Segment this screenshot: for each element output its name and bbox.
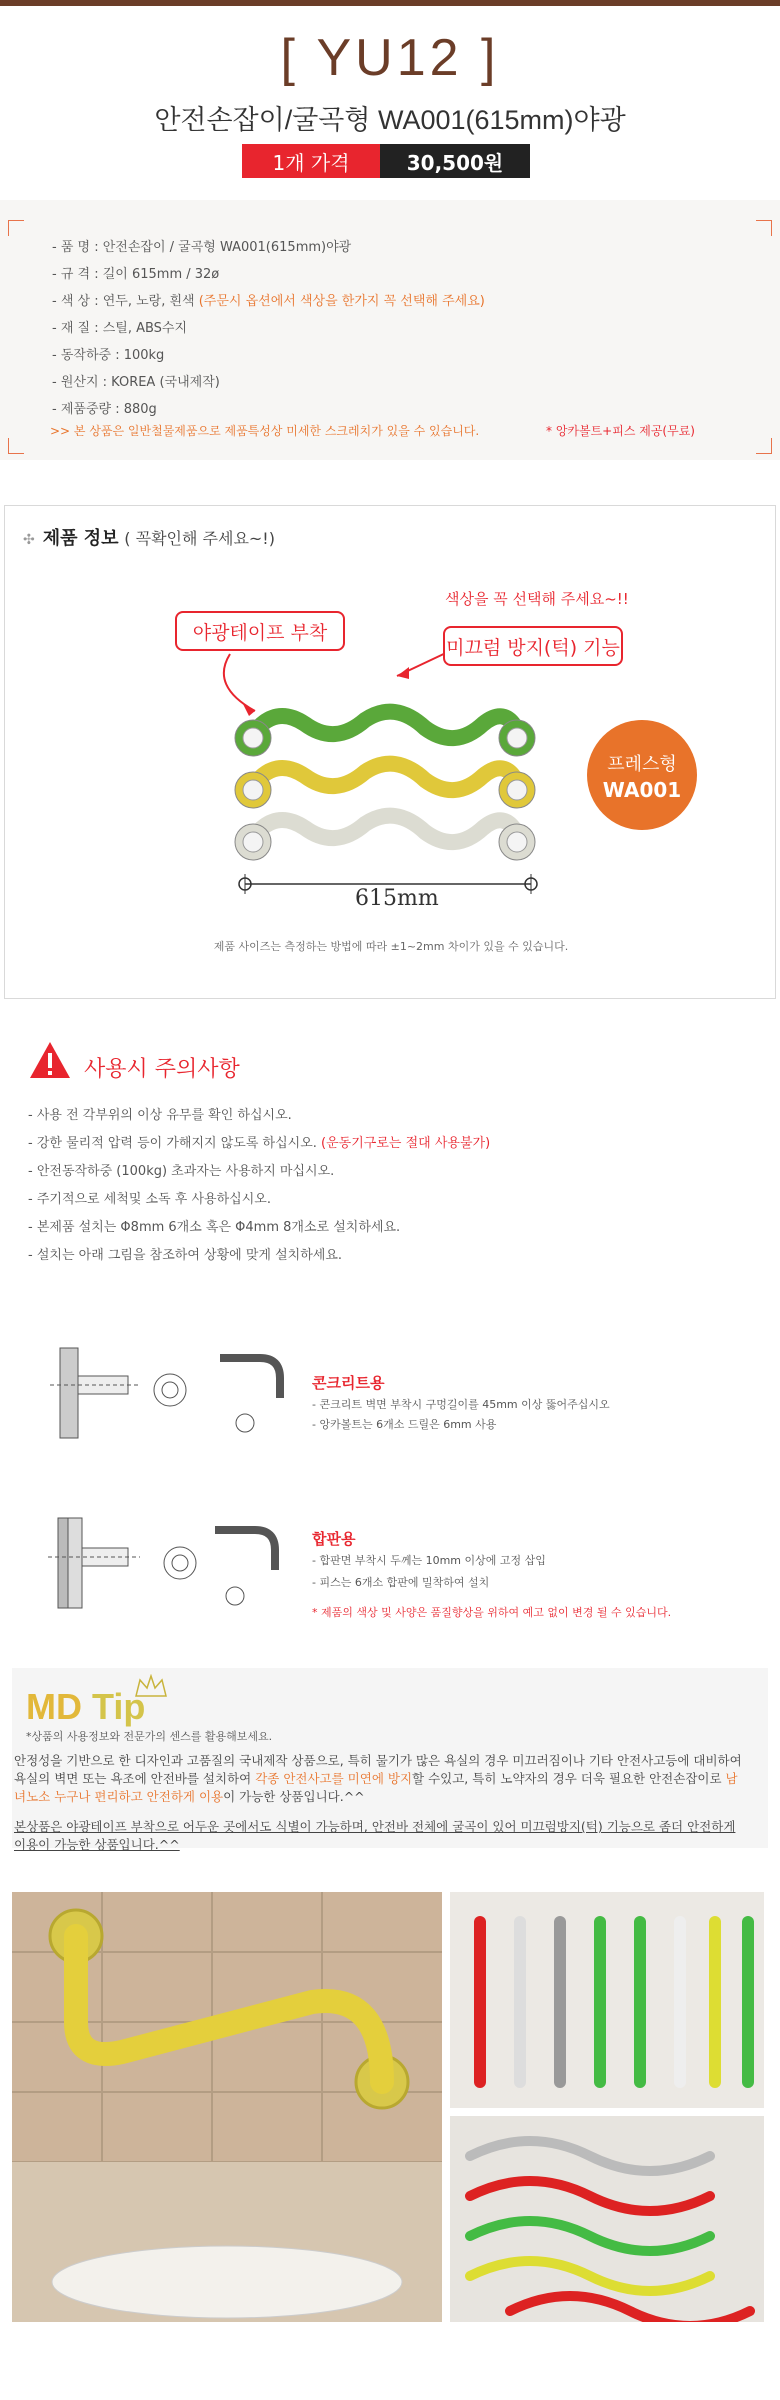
move-cross-icon: ✣ — [23, 532, 35, 548]
caution-item: - 강한 물리적 압력 등이 가해지지 않도록 하십시오. (운동기구로는 절대 사용불가) — [28, 1136, 491, 1151]
grab-bar — [253, 816, 517, 842]
plywood-title: 합판용 — [312, 1530, 356, 1548]
concrete-install-diagram — [40, 1338, 300, 1448]
color-callout: 색상을 꼭 선택해 주세요~!! — [445, 590, 629, 608]
model-code: [ YU12 ] — [280, 29, 500, 87]
size-note: 제품 사이즈는 측정하는 방법에 따라 ±1~2mm 차이가 있을 수 있습니다. — [213, 940, 569, 953]
spec-item: - 색 상 : 연두, 노랑, 흰색 (주문시 옵션에서 색상을 한가지 꼭 선택해 주세요) — [52, 294, 485, 309]
corner-bracket — [8, 438, 24, 454]
product-info-heading: ✣ 제품 정보 ( 꼭확인해 주세요~!) — [23, 528, 275, 549]
md-tip-paragraph: 안정성을 기반으로 한 디자인과 고품질의 국내제작 상품으로, 특히 물기가 많은 욕실의 경우 미끄러짐이나 기타 안전사고등에 대비하여 욕실의 벽면 또는 욕조에 안전바를 설치하여 각종 안전사고를 미연에 방지할 수있고, 특히 노약자의 경우 더욱 필요한 안전손잡이로 남녀노소 누구나 편리하고 안전하게 이용이 가능한 상품입니다.^^ — [14, 1753, 742, 1804]
product-info-box — [4, 505, 776, 999]
bar-flange-inner — [507, 780, 527, 800]
grab-bar — [253, 764, 517, 790]
bar-flange-inner — [243, 832, 263, 852]
spec-note-anchor-bolt: * 앙카볼트+피스 제공(무료) — [546, 424, 695, 438]
tip-highlight: 남녀노소 누구나 편리하고 안전하게 이용 — [14, 1771, 738, 1804]
concrete-line: - 콘크리트 벽면 부착시 구멍길이를 45mm 이상 뚫어주십시오 — [312, 1398, 610, 1411]
md-tip-logo: MD Tip — [26, 1686, 146, 1727]
caution-item: - 사용 전 각부위의 이상 유무를 확인 하십시오. — [28, 1108, 292, 1123]
caution-highlight: (운동기구로는 절대 사용불가) — [321, 1136, 491, 1151]
caution-list — [28, 1102, 490, 1270]
md-tip-subtitle: *상품의 사용정보와 전문가의 센스를 활용해보세요. — [26, 1730, 273, 1743]
corner-bracket — [756, 220, 772, 236]
grab-bars — [235, 712, 535, 860]
spec-highlight: (주문시 옵션에서 색상을 한가지 꼭 선택해 주세요) — [198, 294, 485, 309]
spec-item: - 재 질 : 스틸, ABS수지 — [52, 321, 188, 336]
plywood-line: - 피스는 6개소 합판에 밀착하여 설치 — [312, 1576, 490, 1589]
grab-bar — [253, 712, 517, 738]
plywood-install-diagram — [40, 1508, 300, 1618]
crown-icon — [134, 1674, 168, 1700]
plywood-line: - 합판면 부착시 두께는 10mm 이상에 고정 삽입 — [312, 1554, 546, 1567]
spec-item: - 품 명 : 안전손잡이 / 굴곡형 WA001(615mm)야광 — [52, 240, 352, 255]
top-accent-bar — [0, 0, 780, 6]
caution-item: - 설치는 아래 그림을 참조하여 상황에 맞게 설치하세요. — [28, 1248, 343, 1263]
price-badge — [242, 144, 530, 178]
spec-item: - 원산지 : KOREA (국내제작) — [52, 375, 220, 390]
wave-bars-photo — [450, 2116, 764, 2322]
bar-flange-inner — [243, 728, 263, 748]
glow-tape-label: 야광테이프 부착 — [175, 611, 345, 651]
caution-item: - 주기적으로 세척및 소독 후 사용하십시오. — [28, 1192, 271, 1207]
caution-title: 사용시 주의사항 — [84, 1057, 240, 1082]
bar-flange-inner — [507, 728, 527, 748]
corner-bracket — [8, 220, 24, 236]
bathroom-install-photo — [12, 1892, 442, 2322]
bar-flange-inner — [507, 832, 527, 852]
product-name: 안전손잡이/굴곡형 WA001(615mm)야광 — [154, 105, 626, 135]
corner-bracket — [756, 438, 772, 454]
price-label: 1개 가격 — [242, 144, 380, 178]
caution-item: - 본제품 설치는 Φ8mm 6개소 혹은 Φ4mm 8개소로 설치하세요. — [28, 1220, 401, 1235]
tip-highlight: 각종 안전사고를 미연에 방지 — [255, 1771, 413, 1786]
concrete-line: - 앙카볼트는 6개소 드릴은 6mm 사용 — [312, 1418, 497, 1431]
arrow-line — [224, 654, 255, 711]
plywood-note: * 제품의 색상 및 사양은 품질향상을 위하여 예고 없이 변경 될 수 있습니다. — [312, 1606, 672, 1619]
spec-box — [0, 200, 780, 460]
anti-slip-label: 미끄럼 방지(턱) 기능 — [443, 626, 623, 666]
spec-note: >> 본 상품은 일반철물제품으로 제품특성상 미세한 스크레치가 있을 수 있습니다. — [50, 424, 480, 438]
arrow-head — [243, 704, 255, 716]
md-tip-paragraph: 본상품은 야광테이프 부착으로 어두운 곳에서도 식별이 가능하며, 안전바 전체에 굴곡이 있어 미끄럼방지(턱) 기능으로 좀더 안전하게 이용이 가능한 상품입니다.^^ — [14, 1819, 736, 1852]
spec-list — [52, 234, 485, 423]
price-value: 30,500원 — [380, 144, 530, 178]
warning-icon — [28, 1040, 72, 1080]
arrow-head — [397, 667, 409, 679]
size-label: 615mm — [355, 886, 439, 911]
bar-flange-inner — [243, 780, 263, 800]
spec-item: - 제품중량 : 880g — [52, 402, 157, 417]
caution-item: - 안전동작하중 (100kg) 초과자는 사용하지 마십시오. — [28, 1164, 335, 1179]
press-type-badge: 프레스형 WA001 — [587, 720, 697, 830]
color-variants-photo — [450, 1892, 764, 2108]
spec-item: - 동작하중 : 100kg — [52, 348, 165, 363]
concrete-title: 콘크리트용 — [312, 1374, 385, 1392]
spec-item: - 규 격 : 길이 615mm / 32ø — [52, 267, 220, 282]
